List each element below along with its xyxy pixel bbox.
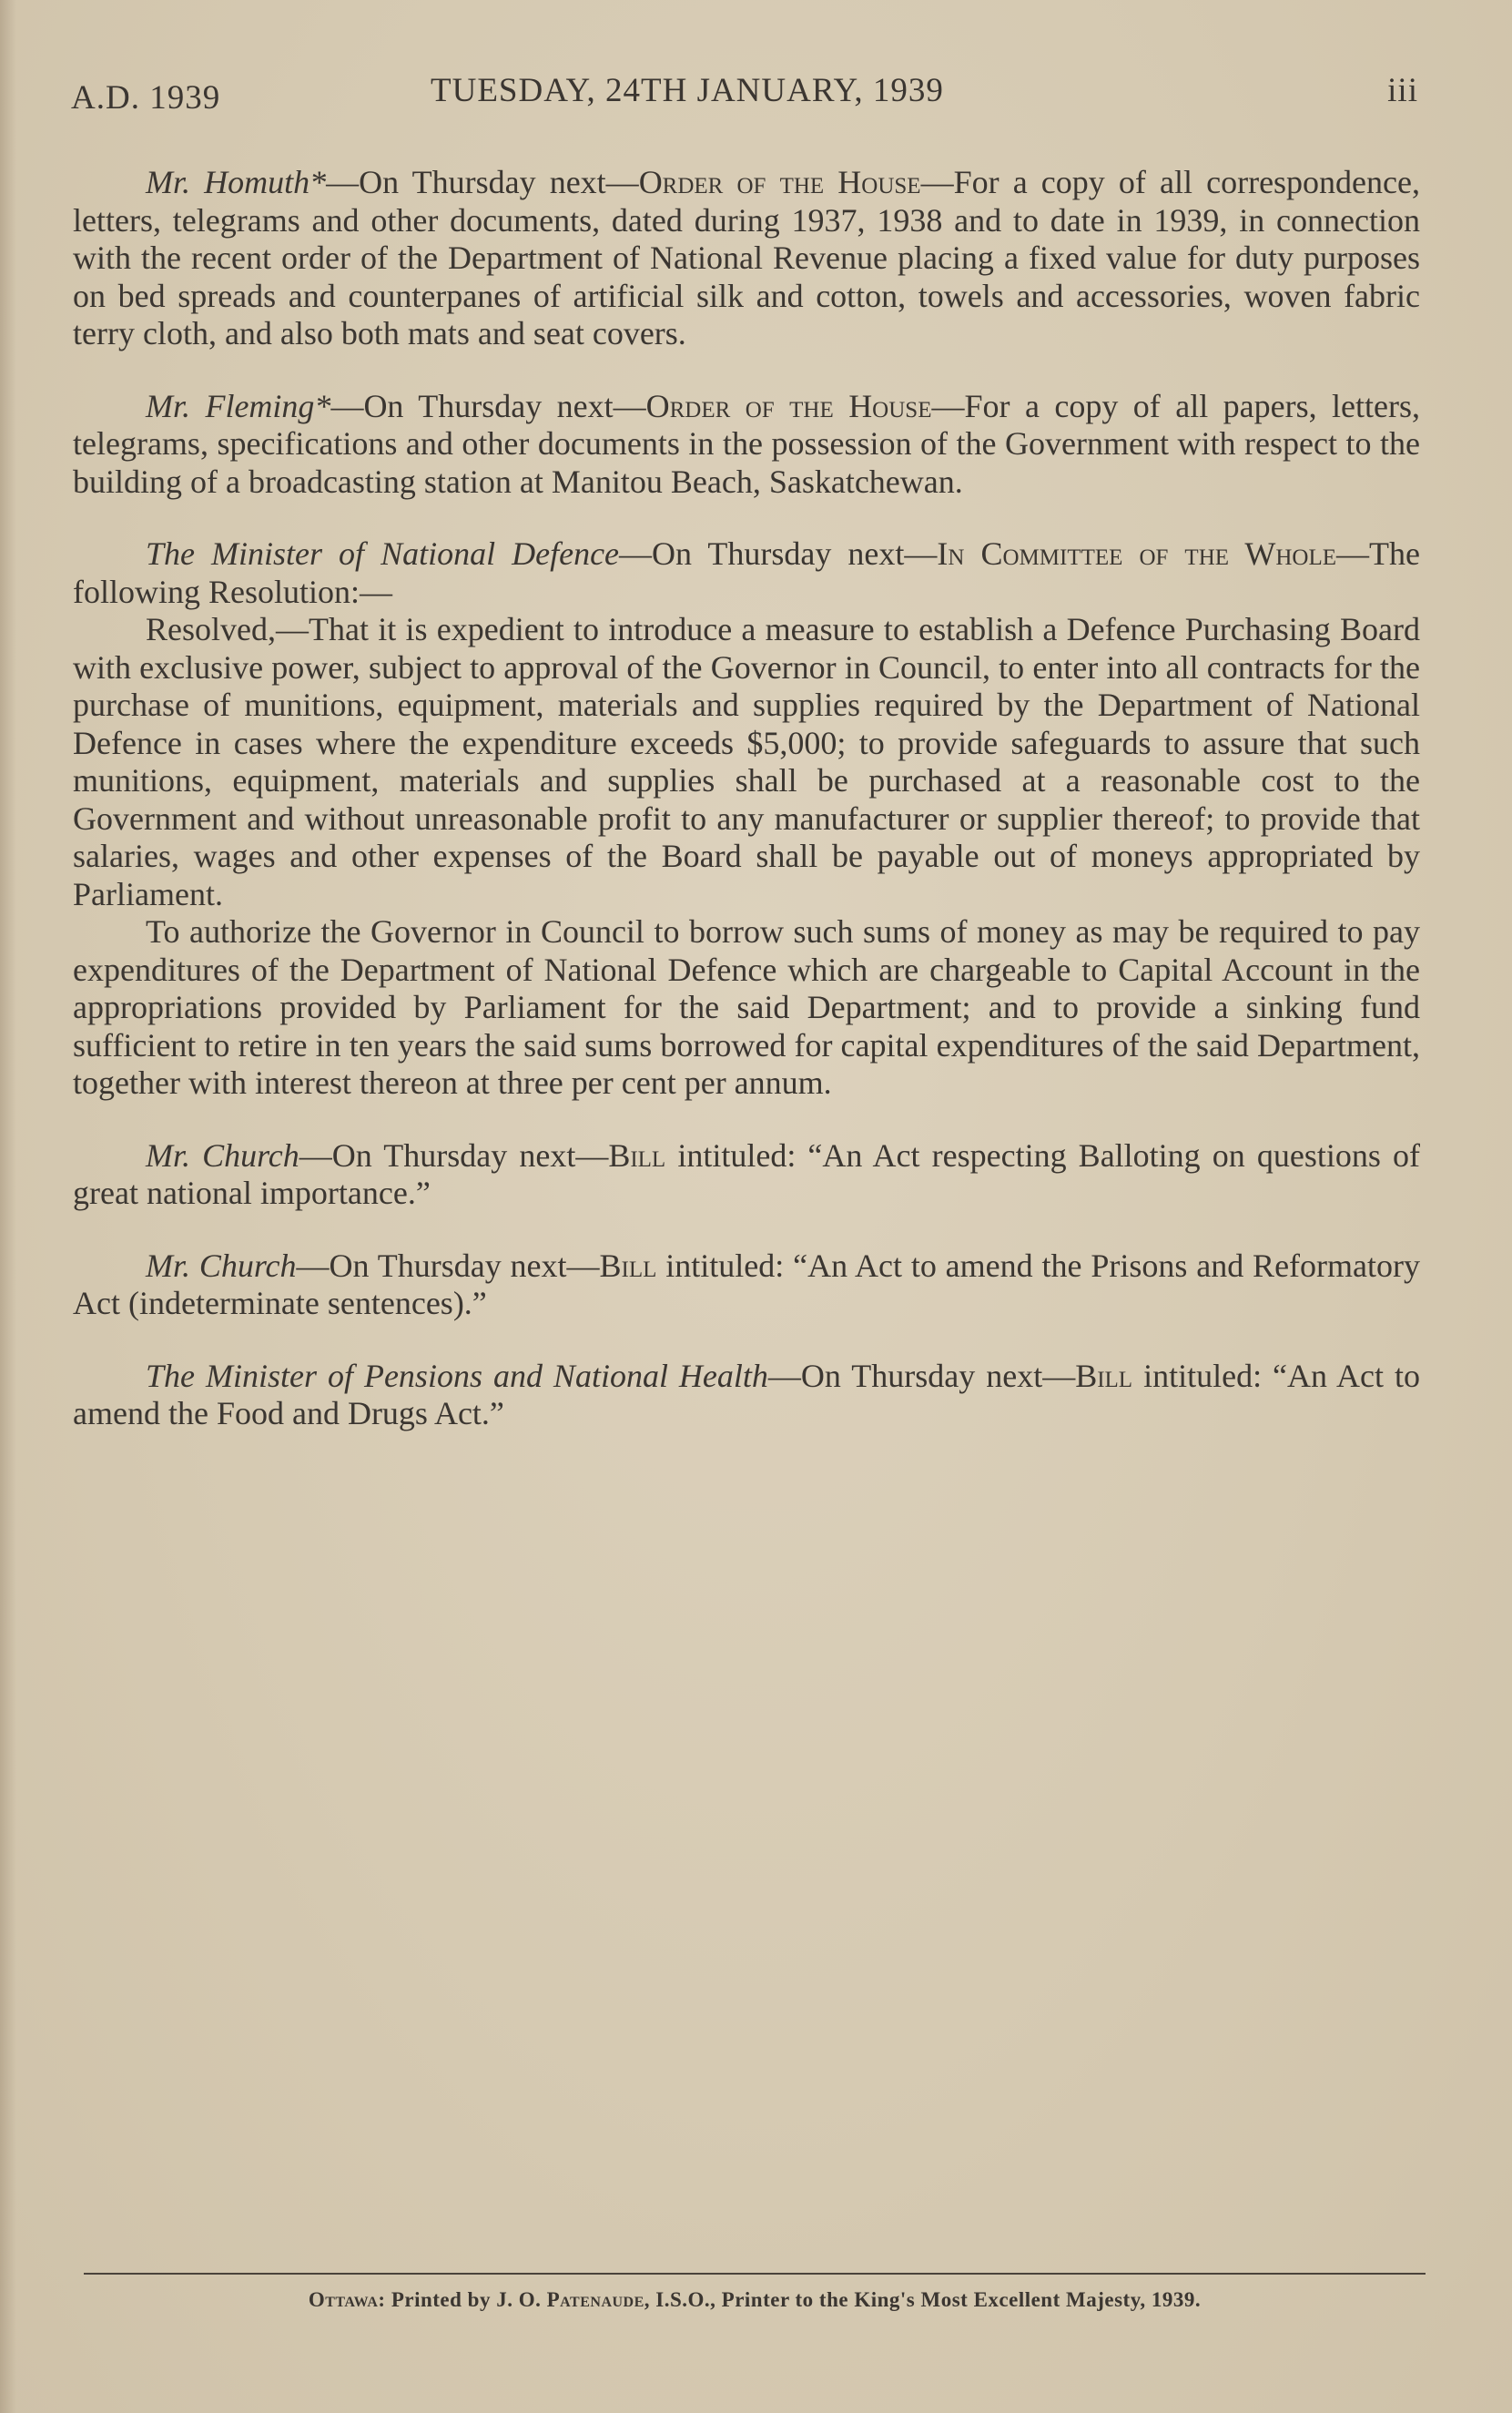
notice-entry [73, 1247, 1420, 1323]
notice-entry [73, 535, 1420, 1103]
notice-kind: Bill [1075, 1357, 1133, 1394]
notice-paragraph [73, 164, 1420, 353]
notice-text: intituled: “An Act to amend the Prisons and Reformatory Act (indeterminate sentences).” [73, 1247, 1420, 1321]
notice-text: —For a copy of all papers, letters, telegrams, specifications and other documents in the possession of the Government with respect to the building of a broadcasting station at Manitou Beach, Saskatchewan. [73, 387, 1421, 500]
notice-entry [73, 1358, 1420, 1433]
imprint-text: , I.S.O., Printer to the King's Most Excellent Majesty, 1939. [644, 2288, 1202, 2311]
notice-list [73, 164, 1420, 1468]
imprint-printer: Patenaude [546, 2288, 644, 2311]
footer-rule [84, 2273, 1426, 2275]
running-header [71, 71, 1418, 126]
imprint-place: Ottawa [308, 2288, 379, 2311]
header-year: A.D. 1939 [71, 79, 221, 117]
notice-mover: Mr. Fleming* [146, 387, 331, 424]
resolution-paragraph: To authorize the Governor in Council to borrow such sums of money as may be required to pay expenditures of the Department of National Defence which are chargeable to Capital Account in the appropriations provided by Parliament for the said Department; and to provide a sinking fund sufficient to retire in ten years the said sums borrowed for capital expenditures of the said Department, together with interest thereon at three per cent per annum. [73, 913, 1420, 1101]
resolution-paragraph: Resolved,—That it is expedient to introduce a measure to establish a Defence Purchasing Board with exclusive power, subject to approval of the Governor in Council, to enter into all contracts for the purchase of munitions, equipment, materials and supplies required by the Department of National Defence in cases where the expenditure exceeds $5,000; to provide safeguards to assure that such munitions, equipment, materials and supplies shall be purchased at a reasonable cost to the Government and without unreasonable profit to any manufacturer or supplier thereof; to provide that salaries, wages and other expenses of the Board shall be payable out of moneys appropriated by Parliament. [73, 611, 1420, 912]
notice-lead: —On Thursday next— [296, 1247, 600, 1284]
printer-imprint [84, 2288, 1426, 2312]
notice-kind: Bill [599, 1247, 657, 1284]
notice-lead: —On Thursday next— [330, 387, 646, 424]
notice-kind: In Committee of the Whole [937, 535, 1337, 572]
notice-paragraph [73, 1137, 1420, 1213]
notice-paragraph [73, 1247, 1420, 1323]
imprint-text: : Printed by J. O. [378, 2288, 547, 2311]
header-date: TUESDAY, 24TH JANUARY, 1939 [431, 72, 944, 109]
notice-text: intituled: “An Act to amend the Food and Drugs Act.” [73, 1357, 1421, 1431]
notice-kind: Order of the House [645, 387, 932, 424]
notice-kind: Bill [608, 1136, 666, 1174]
notice-mover: Mr. Church [146, 1247, 297, 1284]
notice-mover: The Minister of National Defence [146, 535, 620, 572]
notice-entry [73, 164, 1420, 353]
notice-lead: —On Thursday next— [619, 535, 938, 572]
notice-kind: Order of the House [638, 164, 921, 200]
notice-paragraph [73, 1358, 1420, 1433]
notice-entry [73, 388, 1420, 502]
notice-lead: —On Thursday next— [326, 164, 639, 200]
notice-text: —The following Resolution:— [73, 535, 1420, 610]
page-number: iii [1387, 72, 1418, 109]
notice-entry [73, 1137, 1420, 1213]
notice-lead: —On Thursday next— [299, 1136, 609, 1174]
notice-lead: —On Thursday next— [767, 1357, 1076, 1394]
notice-text: intituled: “An Act respecting Balloting on questions of great national importance.” [73, 1136, 1421, 1211]
notice-paragraph [73, 388, 1420, 502]
notice-mover: The Minister of Pensions and National Health [146, 1357, 768, 1394]
notice-paragraph [73, 535, 1420, 611]
notice-mover: Mr. Homuth* [146, 164, 327, 200]
notice-text: —For a copy of all correspondence, letters, telegrams and other documents, dated during 1937, 1938 and to date in 1939, in connection with the recent order of the Department of National Revenue placing a fixed value for duty purposes on bed spreads and counterpanes of artificial silk and cotton, towels and accessories, woven fabric terry cloth, and also both mats and seat covers. [73, 164, 1420, 351]
notice-mover: Mr. Church [146, 1136, 299, 1174]
